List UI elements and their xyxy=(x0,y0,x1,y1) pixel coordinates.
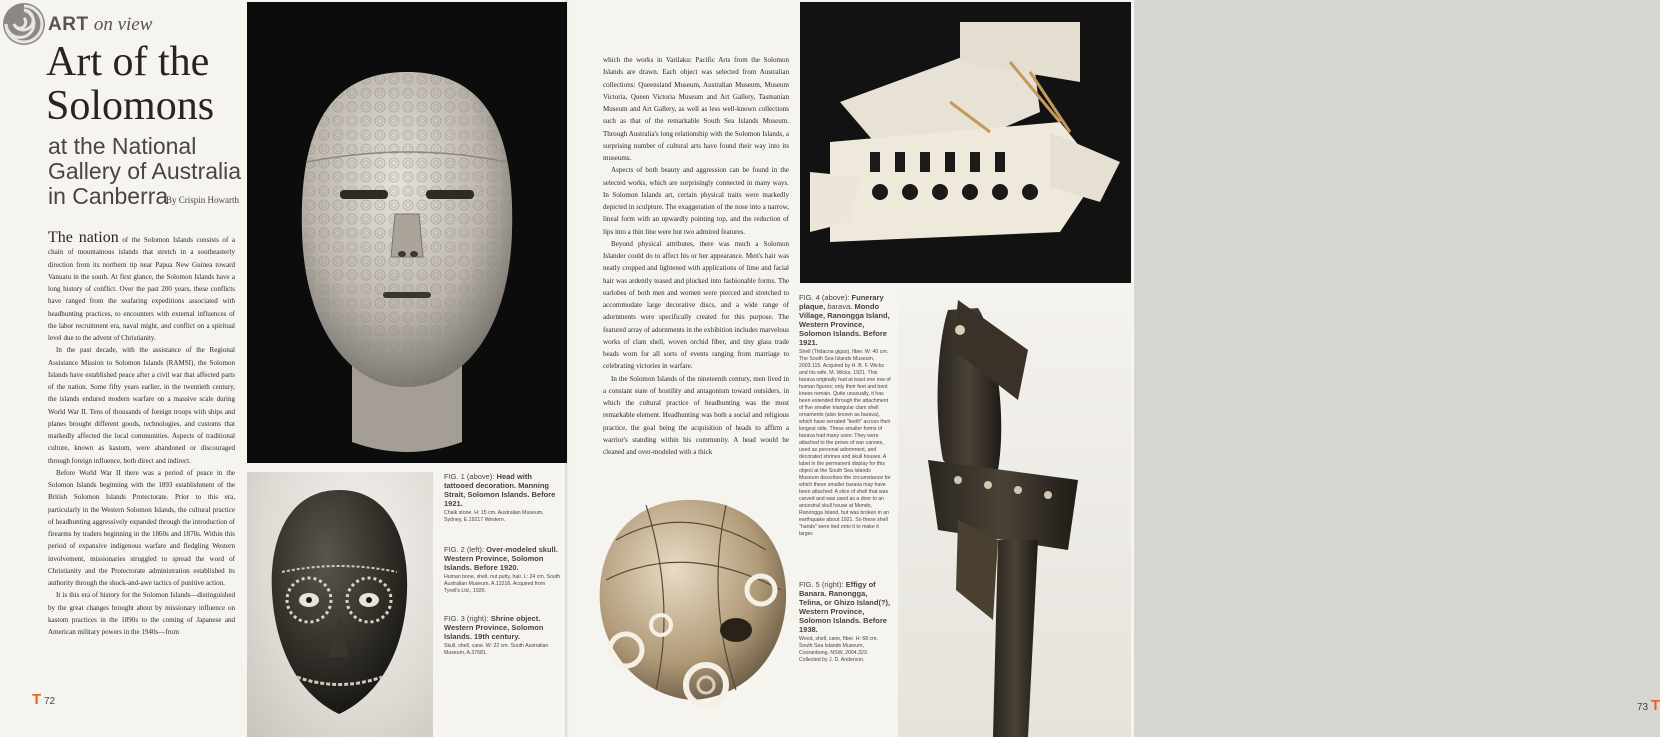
byline-name: Crispin Howarth xyxy=(178,195,240,205)
caption-fig3 xyxy=(444,614,562,657)
effigy-icon xyxy=(898,290,1131,737)
paragraph: Beyond physical attributes, there was much a Solomon Islander could do to affect his or her appearance. Men's hair was neatly cropped and lightened with applications of lime and facial hair was ardently teased and plucked into fashionable forms. The earlobes of both men and women were pierced and stretched to accommodate large decorative discs, and a wide range of adornments were specifically created for this purpose. The featured array of adornments in the exhibition includes marvelous works of clam shell, woven orchid fiber, and tiny glass trade beads worn for all sorts of events ranging from marriage to celebrating victories in warfare. xyxy=(603,239,789,371)
fig3-shrine-object-photo xyxy=(586,480,796,730)
paragraph: It is this era of history for the Solomon Islands—distinguished by the great changes brought about by missionary influence on kastom practices in the 1890s to the coming of Japanese and American military powers in the 1940s—from xyxy=(48,591,235,636)
caption-fig3-prefix: FIG. 3 (right): xyxy=(444,614,491,623)
body-column-left xyxy=(48,229,236,638)
caption-fig5-title: Effigy of Banara. Ranongga, Telina, or Ghizo Island(?), Western Province, Solomon Islands. Before 1938. xyxy=(799,580,891,634)
byline xyxy=(166,195,239,205)
fig2-overmodeled-skull-photo xyxy=(247,472,433,737)
caption-fig4-prefix: FIG. 4 (above): xyxy=(799,293,852,302)
paragraph: which the works in Varilaku: Pacific Arts from the Solomon Islands are drawn. Each object was selected from Australian collections: Queensland Museum, Australian Museum, Museum Victoria, Queen Victoria Museum and Art Gallery, Tasmanian Museum and Art Gallery, as well as less well-known collections such as that of the remarkable South Sea Islands Museum. Through Australia's long relationship with the Solomon Islands, a surprising number of cultural arts have found their way into its museums. xyxy=(603,56,789,162)
caption-fig5-prefix: FIG. 5 (right): xyxy=(799,580,846,589)
caption-fig2 xyxy=(444,545,562,595)
paragraph: Aspects of both beauty and aggression can be found in the selected works, which are surprisingly connected in many ways. In Solomon Islands art, certain physical traits were markedly depicted in sculpture. The exaggeration of the nose into a narrow, lineal form with an upwardly pointing top, and the reduction of lips into a thin line were but two admired features. xyxy=(603,166,789,236)
section-rest: on view xyxy=(93,14,153,35)
funerary-plaque-icon xyxy=(800,2,1131,283)
caption-fig2-detail: Human bone, shell, nut putty, hair. L: 24 cm. South Australian Museum, A.12216. Acquired from Tyrell's Ltd., 1920. xyxy=(444,574,561,594)
caption-fig5-detail: Wood, shell, cane, fiber. H: 68 cm. South Sea Islands Museum, Cooranbong, NSW, 2004.323. Collected by J. D. Anderson. xyxy=(799,636,878,663)
caption-fig1 xyxy=(444,472,562,524)
page-number-right xyxy=(1637,697,1660,714)
paragraph xyxy=(48,229,236,344)
body-column-right xyxy=(603,54,789,458)
byline-by: By xyxy=(166,195,177,205)
magazine-t-mark: T xyxy=(1650,697,1660,714)
caption-fig2-title: Over-modeled skull. Western Province, Solomon Islands. Before 1920. xyxy=(444,545,558,572)
lead-in: The nation xyxy=(48,229,119,246)
caption-fig1-prefix: FIG. 1 (above): xyxy=(444,472,497,481)
caption-fig2-prefix: FIG. 2 (left): xyxy=(444,545,487,554)
subtitle-line: in Canberra xyxy=(48,183,169,209)
paragraph: Before World War II there was a period of peace in the Solomon Islands beginning with the 1893 establishment of the British Solomon Islands Protectorate. Prior to this era, particularly in the Western Solomon Islands, the cultural practice of headhunting aggressively expanded through the introduction of firearms by traders beginning in the 1860s and 1870s. Within this period of expansive indigenous warfare and fledgling Western involvement, missionaries struggled to spread the word of Christianity and the Protectorate administration established its authority through the shock-and-awe tactics of punitive action. xyxy=(48,468,235,587)
caption-fig4-title-italic: barava xyxy=(827,302,851,311)
fig1-stone-head-photo xyxy=(247,2,567,463)
shrine-skull-icon xyxy=(586,480,796,730)
overmodeled-skull-icon xyxy=(247,472,433,737)
section-word: ART xyxy=(48,14,89,35)
caption-fig1-title: Head with tattooed decoration. Manning Strait, Solomon Islands. Before 1921. xyxy=(444,472,556,508)
caption-fig1-detail: Chalk stone. H: 15 cm. Australian Museum, Sydney, E.19217 Western. xyxy=(444,510,544,523)
caption-fig5 xyxy=(799,580,891,664)
swirl-logo-icon xyxy=(2,2,46,46)
section-header xyxy=(48,14,152,36)
caption-fig4-title-a: Funerary plaque, xyxy=(799,293,884,311)
page-gutter xyxy=(565,0,569,737)
article-title-line-2: Solomons xyxy=(46,83,215,129)
fig5-effigy-photo xyxy=(898,290,1131,737)
paragraph: In the past decade, with the assistance of the Regional Assistance Mission to Solomon Islands (RAMSI), the Solomon Islands have established peace after a civil war that affected parts of the nation. Some fifty years earlier, in the twentieth century, the islands endured modern warfare on a massive scale during World War II. Tens of thousands of foreign troops with ships and planes brought different goods, technologies, and customs that markedly affected the local communities. Aspects of traditional culture, known as kastom, were abandoned or discouraged through foreign influence, both direct and indirect. xyxy=(48,346,235,465)
page-number: 72 xyxy=(43,696,56,707)
caption-fig4-title-b: . Mondo Village, Ranongga Island, Western Province, Solomon Islands. Before 1921. xyxy=(799,302,890,347)
caption-fig4-detail: Shell (Tridacna gigas), fiber. W: 40 cm. The South Sea Islands Museum, 2003.115. Acquired by H. B. F. Wicks and his wife, M. Wicks, 1921. This barava originally had at least one row of human figures; only their feet and bent knees remain. Quite unusually, it has been extended through the attachment of five smaller triangular clam shell ornaments (also known as barava), which have serrated "teeth" across their longest side. These smaller forms of barava had many uses: They were attached to the prows of war canoes, used as personal adornment, and decorated shrines and skull houses. A label in the permanent display for this object at the South Sea Islands Museum describes the circumstance for which these smaller barava may have been attached: A slice of shell that was carved and was used as a door to an ancestral skull house at Mondo, Ranongga Island, but was broken in an earthquake about 1921. So these shell "hands" were tied onto it to make it larger. xyxy=(799,349,891,537)
paragraph: In the Solomon Islands of the nineteenth century, men lived in a constant state of hostility and antagonism toward outsiders, in which the cultural practice of headhunting was the most remarkable element. Headhunting was both a social and religious practice, the goal being the acquisition of heads to affirm a warrior's standing within his community. A head would be cleaned and over-modeled with a thick xyxy=(603,374,789,456)
page-number: 73 xyxy=(1637,702,1649,713)
caption-fig3-title: Shrine object. Western Province, Solomon Islands. 19th century. xyxy=(444,614,544,641)
caption-fig3-detail: Skull, shell, cane. W: 22 cm. South Australian Museum, A.37681. xyxy=(444,643,549,656)
stone-head-icon xyxy=(247,2,567,463)
magazine-t-mark: T xyxy=(32,691,42,708)
fig4-funerary-plaque-photo xyxy=(800,2,1131,283)
subtitle-line: at the National xyxy=(48,133,197,159)
article-title-line-1: Art of the xyxy=(46,39,210,85)
page-number-left xyxy=(32,691,55,708)
subtitle-line: Gallery of Australia xyxy=(48,158,242,184)
paragraph-text: of the Solomon Islands consists of a chain of mountainous islands that stretch in a southeasterly direction from its northern tip near Papua New Guinea toward Vanuatu in the south. At first glance, the Solomon Islands have a long history of conflict. Over the past 200 years, these conflicts have ranged from the seafaring expeditions associated with headhunting practices, to encounters with external influences of the labor recruitment era, naval might, and conflict on a spiritual level due to the advent of Christianity. xyxy=(48,236,236,342)
caption-fig4 xyxy=(799,293,891,538)
